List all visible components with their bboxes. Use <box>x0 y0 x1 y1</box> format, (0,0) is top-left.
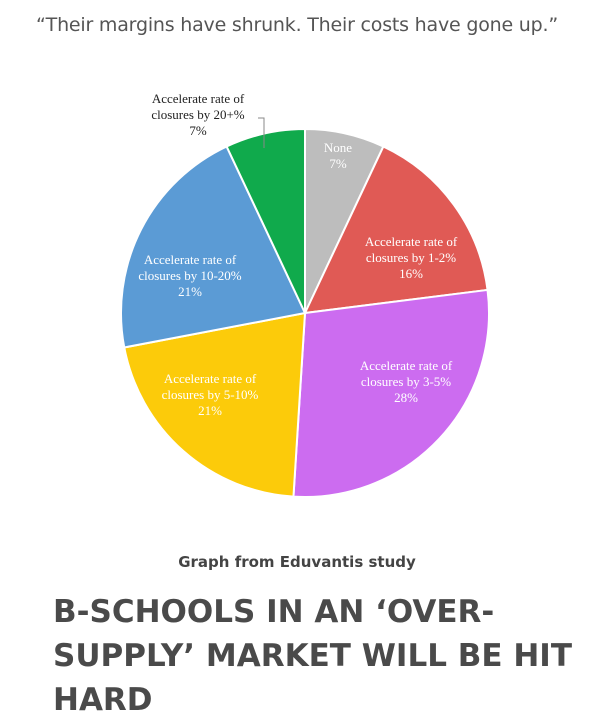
slice-label-line: closures by 5-10% <box>161 387 259 402</box>
slice-label-line: 28% <box>394 390 418 405</box>
slice-label-line: closures by 10-20% <box>138 268 242 283</box>
slice-label-line: 21% <box>178 284 202 299</box>
slice-label-6 <box>151 91 244 138</box>
slice-label-line: 16% <box>399 266 423 281</box>
slice-label-line: Accelerate rate of <box>151 91 245 106</box>
pie-slice-3 <box>293 290 489 497</box>
slice-label-line: 21% <box>198 403 222 418</box>
article-headline: B-SCHOOLS IN AN ‘OVER-SUPPLY’ MARKET WILL BE HIT HARD <box>53 594 572 718</box>
slice-label-line: Accelerate rate of <box>364 234 458 249</box>
slice-label-line: closures by 3-5% <box>360 374 452 389</box>
slice-label-line: 7% <box>189 123 207 138</box>
slice-label-line: None <box>323 140 353 155</box>
slice-label-line: 7% <box>329 156 347 171</box>
slice-label-line: closures by 1-2% <box>365 250 457 265</box>
pull-quote: “Their margins have shrunk. Their costs have gone up.” <box>36 14 558 36</box>
slice-label-line: Accelerate rate of <box>163 371 257 386</box>
slice-label-line: Accelerate rate of <box>359 358 453 373</box>
slice-label-line: Accelerate rate of <box>143 252 237 267</box>
slice-label-line: closures by 20+% <box>151 107 245 122</box>
chart-caption: Graph from Eduvantis study <box>178 553 416 571</box>
